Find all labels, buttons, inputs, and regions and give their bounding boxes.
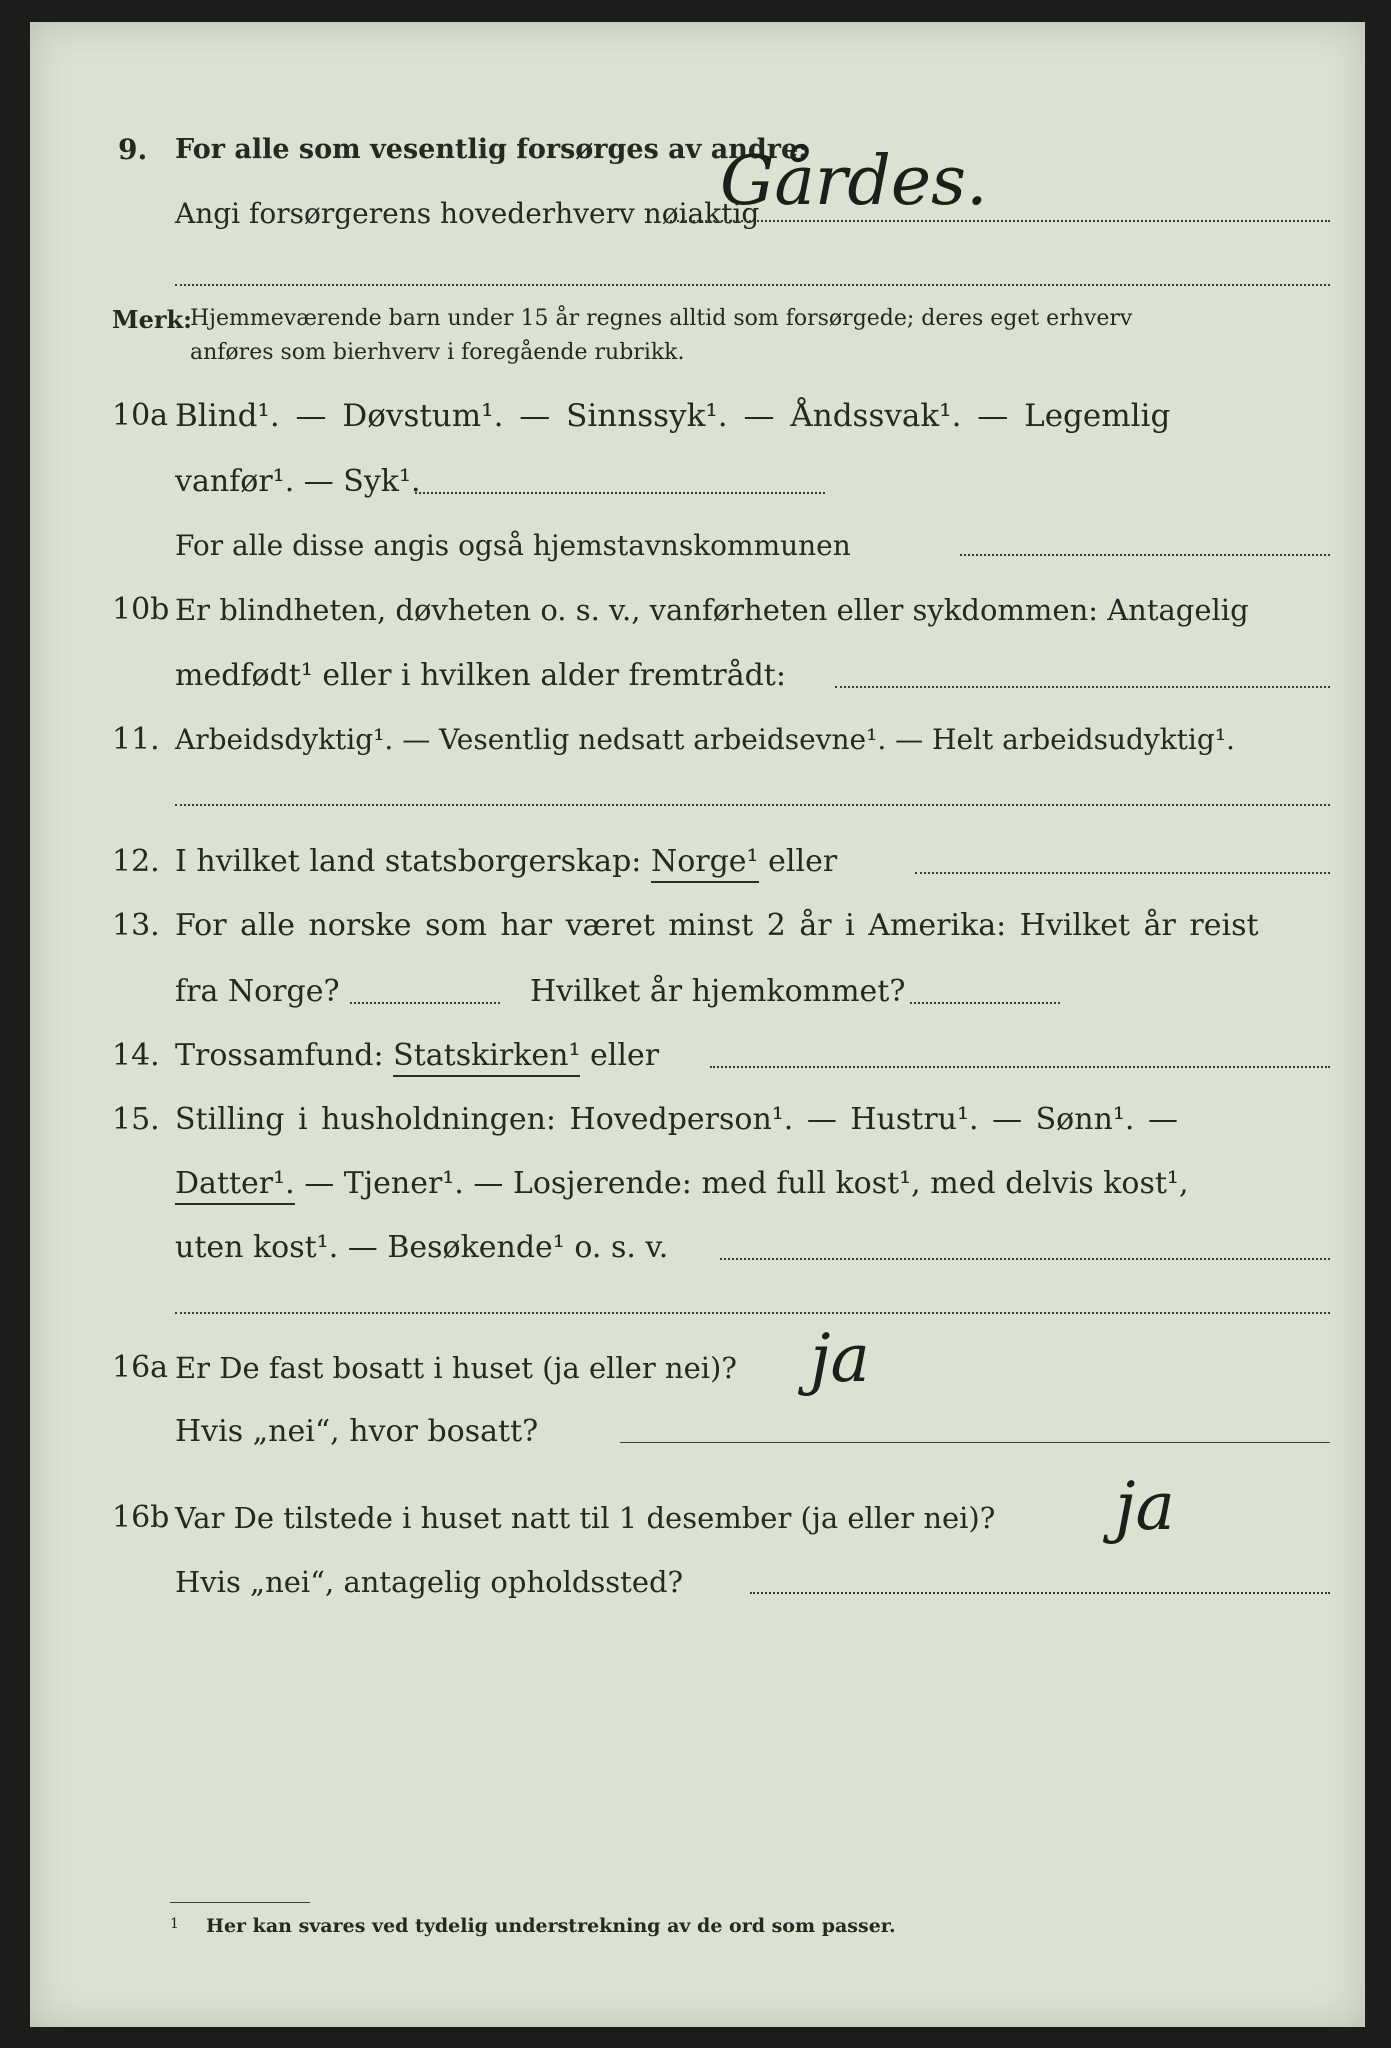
q13-line1: For alle norske som har været minst 2 år i Amerika: Hvilket år reist [175,908,1259,943]
q10a-number: 10a [112,398,169,433]
q16b-line1: Var De tilstede i huset natt til 1 desember (ja eller nei)? [175,1501,996,1535]
q15-option-datter: Datter¹. [175,1166,295,1205]
merk-line2: anføres som bierhverv i foregående rubrikk. [190,340,685,365]
q9-line1: For alle som vesentlig forsørges av andre: [175,134,809,165]
footnote-separator [170,1902,310,1903]
q14-suffix: eller [590,1038,660,1073]
q12-answer-line [915,872,1330,874]
q16a-number: 16a [112,1350,169,1385]
q14-option-statskirken: Statskirken¹ [393,1038,580,1077]
q12-number: 12. [112,844,160,879]
footnote-text: Her kan svares ved tydelig understrekning av de ord som passer. [206,1915,896,1937]
q16b-line2: Hvis „nei“, antagelig opholdssted? [175,1565,684,1599]
q10a-line2: vanfør¹. — Syk¹. [175,464,421,499]
q11-line1: Arbeidsdyktig¹. — Vesentlig nedsatt arbeidsevne¹. — Helt arbeidsudyktig¹. [175,723,1235,756]
q9-number: 9. [118,133,148,166]
q10a-line1: Blind¹. — Døvstum¹. — Sinnssyk¹. — Åndssvak¹. — Legemlig [175,398,1171,434]
merk-label: Merk: [112,305,192,334]
q15-line3: uten kost¹. — Besøkende¹ o. s. v. [175,1230,669,1265]
q14-number: 14. [112,1038,160,1073]
q16b-opholdssted-line [750,1592,1330,1594]
q12-option-norge: Norge¹ [651,844,759,883]
q9-handwritten-answer: Gårdes. [720,142,988,221]
q16b-handwritten-answer: ja [1115,1468,1175,1545]
footnote-mark: 1 [170,1916,179,1932]
q13-hjemkommet-line [910,1002,1060,1004]
q16a-line2: Hvis „nei“, hvor bosatt? [175,1414,539,1449]
q10a-syk-line [415,492,825,494]
q13-line2b: Hvilket år hjemkommet? [530,974,906,1009]
q9-line2: Angi forsørgerens hovederhverv nøiaktig [175,197,760,230]
q15-line2-rest: — Tjener¹. — Losjerende: med full kost¹, med delvis kost¹, [304,1166,1189,1201]
q14-answer-line [710,1066,1330,1068]
q15-number: 15. [112,1102,160,1137]
q10a-line3: For alle disse angis også hjemstavnskommunen [175,529,851,562]
q13-line2a: fra Norge? [175,974,340,1009]
q14-prefix: Trossamfund: [175,1038,384,1073]
q9-separator [175,284,1330,286]
q16a-bosatt-line [620,1442,1330,1443]
q15-answer-line [720,1258,1330,1260]
q12-prefix: I hvilket land statsborgerskap: [175,844,642,879]
q10a-hjemstavn-line [960,554,1330,556]
q13-number: 13. [112,908,160,943]
q10b-line2: medfødt¹ eller i hvilken alder fremtrådt: [175,658,786,693]
q13-reist-line [350,1002,500,1004]
merk-line1: Hjemmeværende barn under 15 år regnes alltid som forsørgede; deres eget erhverv [190,306,1133,331]
q10b-answer-line [835,686,1330,688]
q12-line [175,842,837,882]
q10b-number: 10b [112,592,170,627]
q16b-number: 16b [112,1500,170,1535]
q16a-line1: Er De fast bosatt i huset (ja eller nei)? [175,1351,737,1385]
q15-extra-line [175,1312,1330,1314]
q12-suffix: eller [768,844,838,879]
q11-number: 11. [112,722,160,757]
q15-line2 [175,1164,1188,1204]
census-form-page [30,22,1365,2027]
q16a-handwritten-answer: ja [810,1320,870,1397]
q14-line [175,1036,659,1076]
q11-answer-line [175,804,1330,806]
q10b-line1: Er blindheten, døvheten o. s. v., vanførheten eller sykdommen: Antagelig [175,593,1249,627]
q15-line1: Stilling i husholdningen: Hovedperson¹. — Hustru¹. — Sønn¹. — [175,1102,1178,1137]
